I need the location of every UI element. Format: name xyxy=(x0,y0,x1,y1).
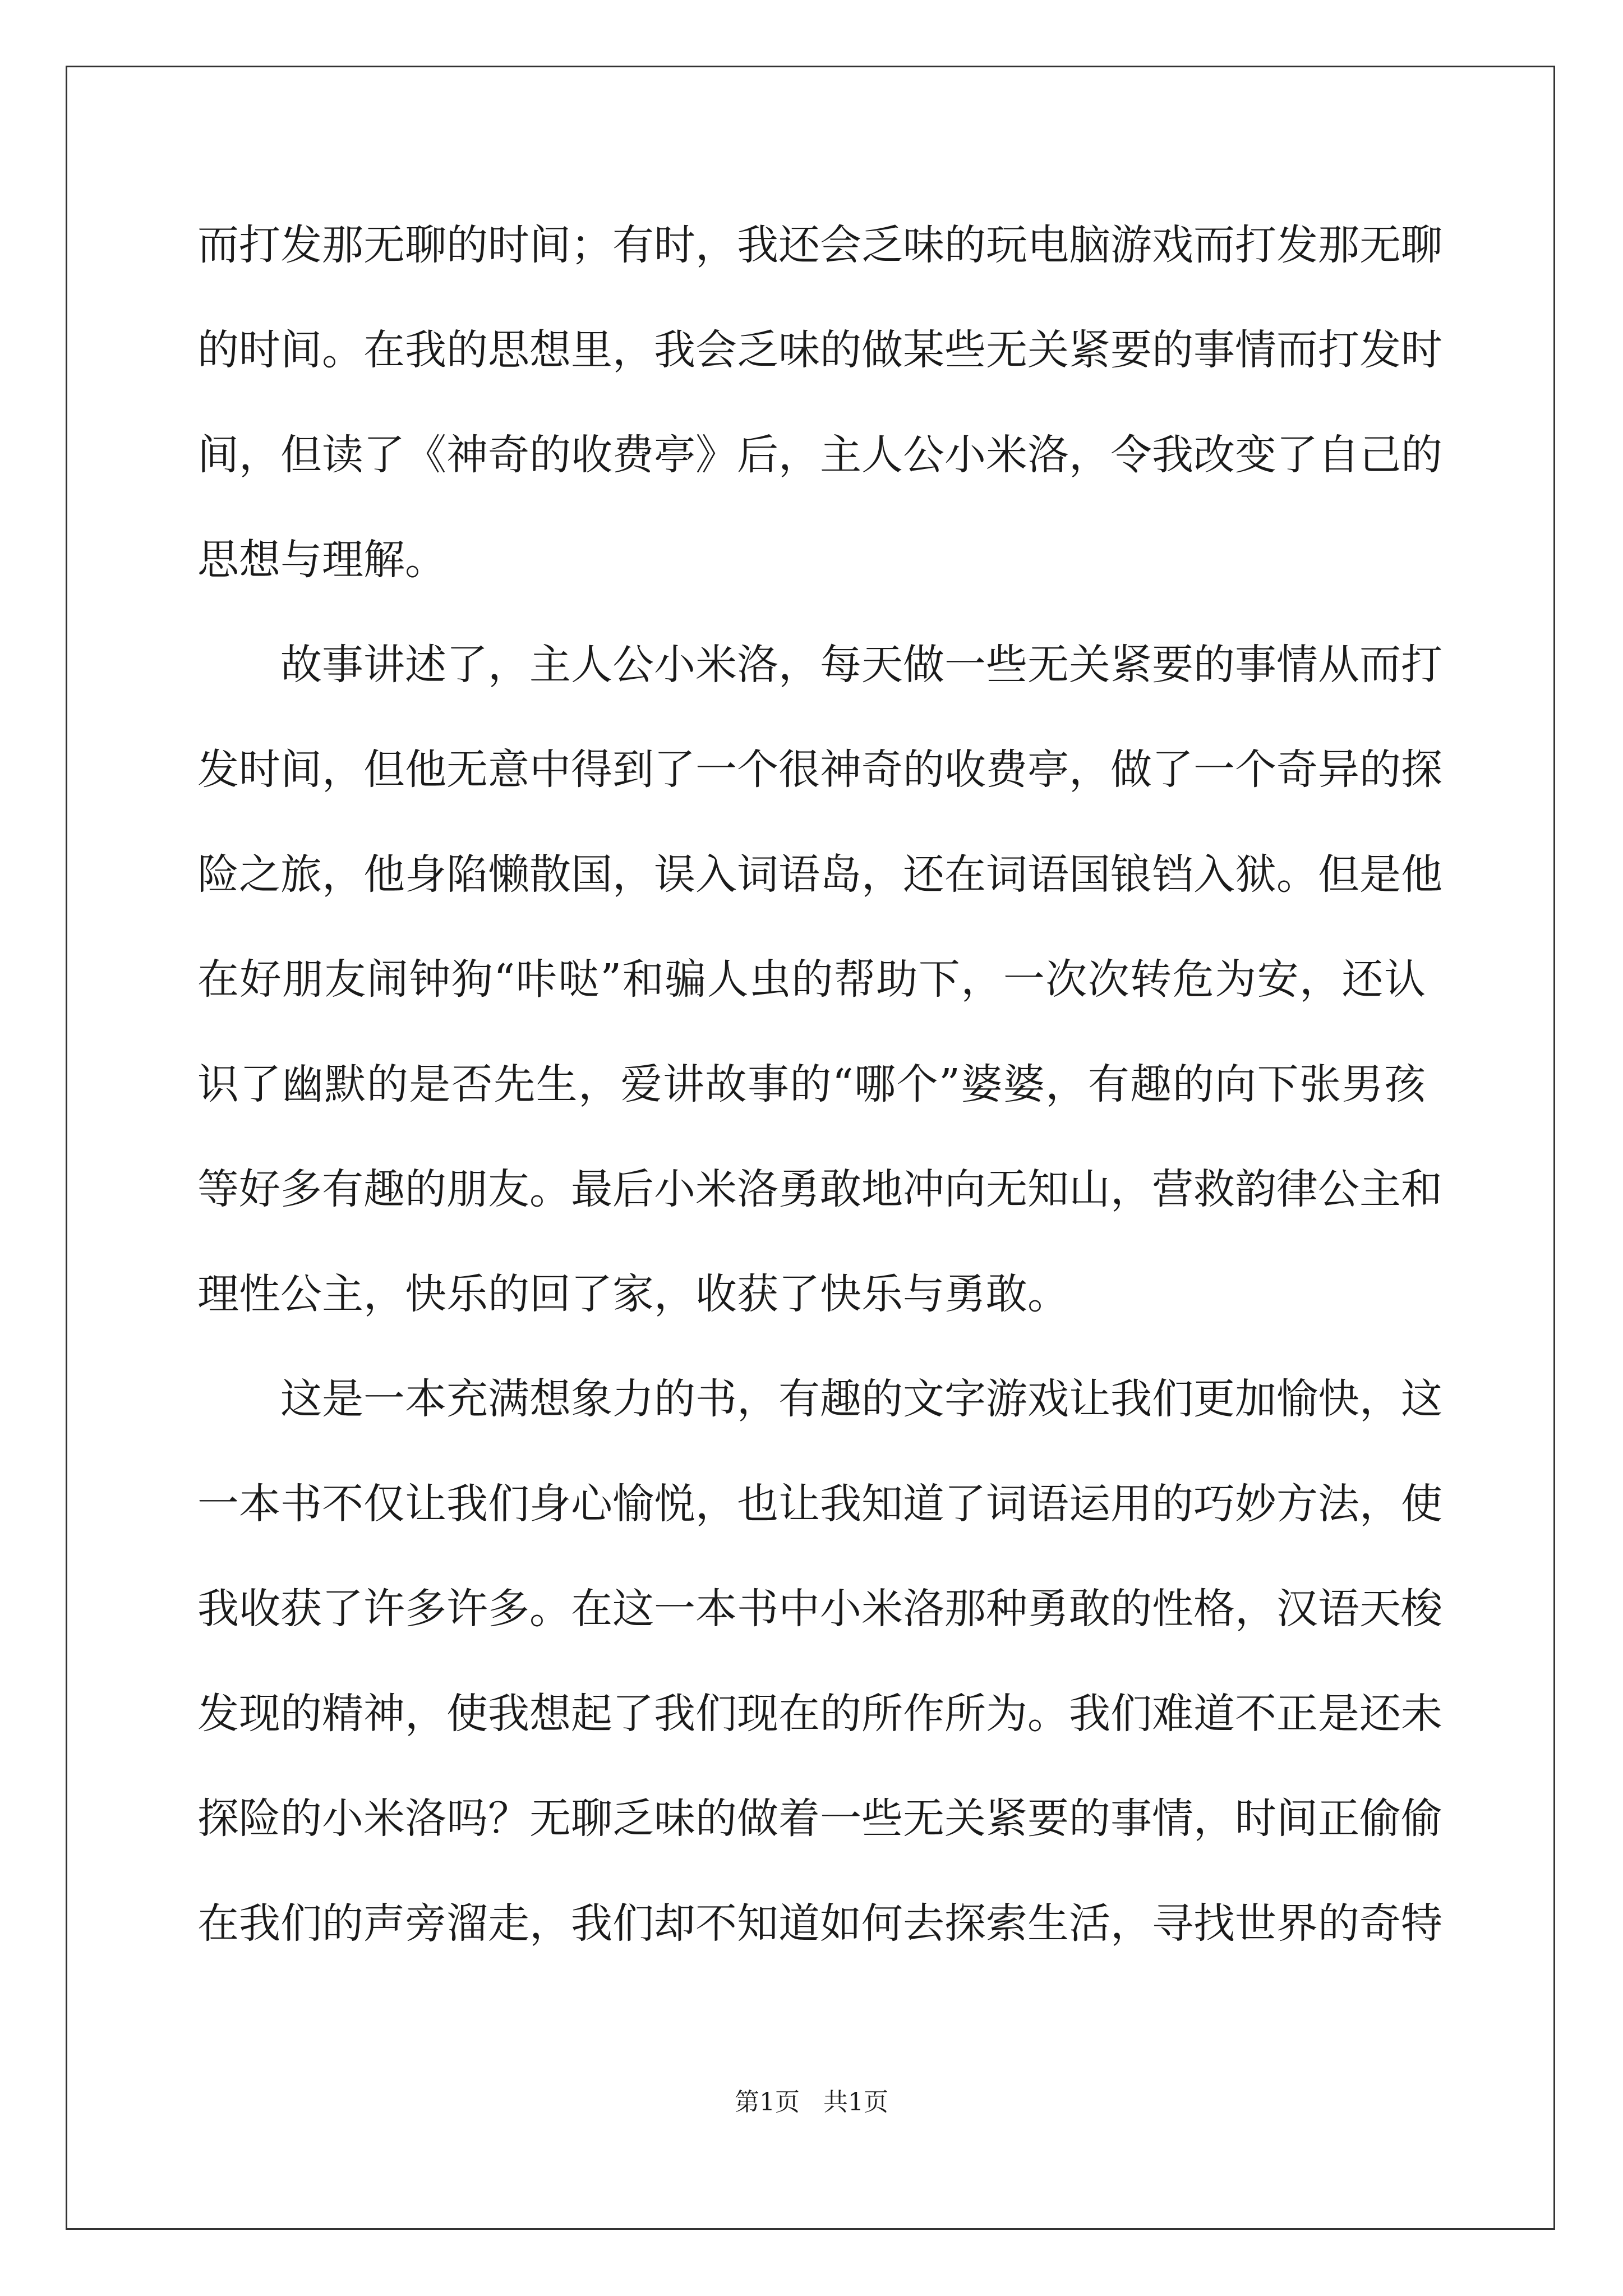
text-line: 一本书不仅让我们身心愉悦，也让我知道了词语运用的巧妙方法，使 xyxy=(197,1480,1442,1528)
text-line: 探险的小米洛吗？无聊乏味的做着一些无关紧要的事情，时间正偷偷 xyxy=(197,1795,1442,1843)
page-number: 第1页 xyxy=(735,2088,800,2116)
text-line: 故事讲述了，主人公小米洛，每天做一些无关紧要的事情从而打 xyxy=(280,641,1442,689)
page-total: 共1页 xyxy=(823,2088,888,2116)
text-line: 理性公主，快乐的回了家，收获了快乐与勇敢。 xyxy=(197,1270,1069,1318)
text-line: 这是一本充满想象力的书，有趣的文字游戏让我们更加愉快，这 xyxy=(280,1375,1442,1423)
text-line: 我收获了许多许多。在这一本书中小米洛那种勇敢的性格，汉语天梭 xyxy=(197,1585,1442,1633)
text-line: 发时间，但他无意中得到了一个很神奇的收费亭，做了一个奇异的探 xyxy=(197,746,1442,794)
text-line: 险之旅，他身陷懒散国，误入词语岛，还在词语国锒铛入狱。但是他 xyxy=(197,850,1442,899)
text-line: 发现的精神，使我想起了我们现在的所作所为。我们难道不正是还未 xyxy=(197,1690,1442,1738)
text-line: 而打发那无聊的时间；有时，我还会乏味的玩电脑游戏而打发那无聊 xyxy=(197,221,1442,269)
text-line: 思想与理解。 xyxy=(197,536,446,584)
text-line: 的时间。在我的思想里，我会乏味的做某些无关紧要的事情而打发时 xyxy=(197,326,1442,374)
text-line: 间，但读了《神奇的收费亭》后，主人公小米洛，令我改变了自己的 xyxy=(197,431,1442,479)
text-line: 识了幽默的是否先生，爱讲故事的“哪个”婆婆，有趣的向下张男孩 xyxy=(197,1060,1426,1108)
document-body xyxy=(197,209,1442,1992)
text-line: 在我们的声旁溜走，我们却不知道如何去探索生活，寻找世界的奇特 xyxy=(197,1899,1442,1948)
text-line: 在好朋友闹钟狗“咔哒”和骗人虫的帮助下，一次次转危为安，还认 xyxy=(197,955,1426,1004)
page-footer xyxy=(0,2086,1623,2119)
text-line: 等好多有趣的朋友。最后小米洛勇敢地冲向无知山，营救韵律公主和 xyxy=(197,1165,1442,1213)
